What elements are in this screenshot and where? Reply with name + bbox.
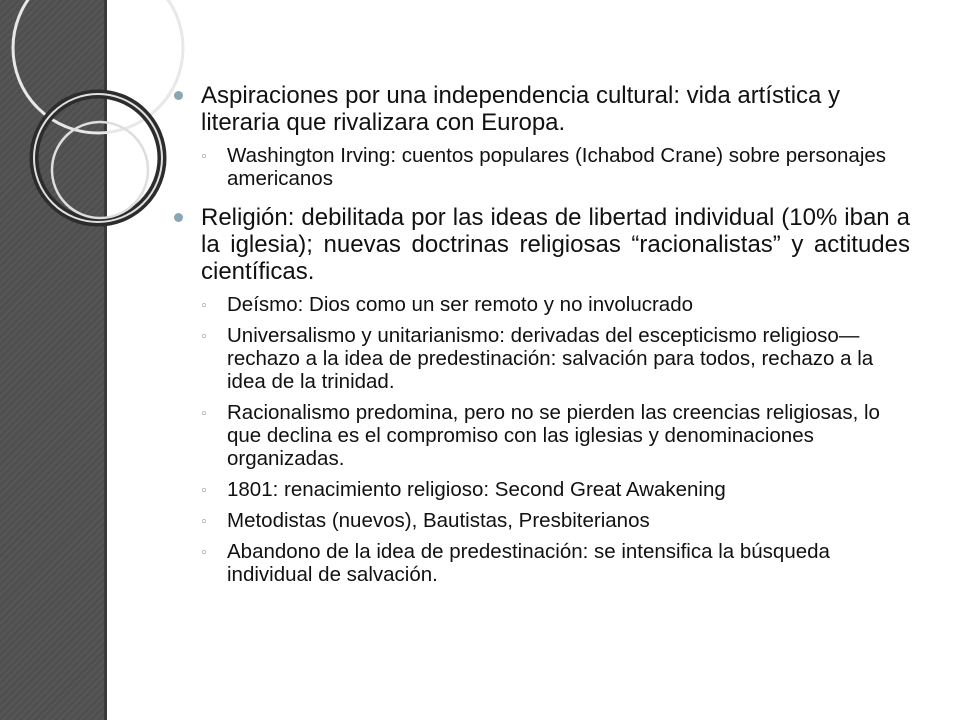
ring-bullet-icon: ◦	[200, 407, 208, 422]
ring-bullet-icon: ◦	[200, 484, 208, 499]
bullet-cultural-independence	[170, 82, 910, 136]
bullet-text: Aspiraciones por una independencia cultural: vida artística y literaria que rivalizara con Europa.	[201, 82, 841, 136]
small-circle-ring	[52, 122, 148, 218]
sub-bullet-universalismo	[170, 324, 910, 393]
bullet-religion	[170, 204, 910, 285]
sub-bullet-text: Racionalismo predomina, pero no se pierden las creencias religiosas, lo que declina es el compromiso con las iglesias y denominaciones organizadas.	[227, 401, 880, 470]
sub-bullet-1801-awakening	[170, 478, 910, 501]
ring-bullet-icon: ◦	[200, 546, 208, 561]
sub-bullet-denominations	[170, 509, 910, 532]
ring-bullet-icon: ◦	[200, 299, 208, 314]
large-circle-ring	[13, 0, 183, 133]
bullet-text: Religión: debilitada por las ideas de libertad individual (10% iban a la iglesia); nuevas doctrinas religiosas “racionalistas” y actitudes científicas.	[201, 204, 910, 285]
sub-bullet-text: Washington Irving: cuentos populares (Ichabod Crane) sobre personajes americanos	[227, 144, 887, 190]
sub-bullet-text: Universalismo y unitarianismo: derivadas del escepticismo religioso—rechazo a la idea de predestinación: salvación para todos, rechazo a la idea de la trinidad.	[227, 324, 874, 393]
round-bullet-icon	[174, 91, 183, 100]
slide-content	[170, 82, 910, 594]
sub-bullet-predestination	[170, 540, 910, 586]
ring-bullet-icon: ◦	[200, 330, 208, 345]
sub-bullet-text: 1801: renacimiento religioso: Second Great Awakening	[227, 478, 726, 501]
sub-bullet-racionalismo	[170, 401, 910, 470]
sub-bullet-washington-irving	[170, 144, 910, 190]
sub-bullet-text: Abandono de la idea de predestinación: se intensifica la búsqueda individual de salvación.	[227, 540, 830, 586]
decorative-circles	[0, 0, 160, 260]
ring-bullet-icon: ◦	[200, 150, 208, 165]
sub-bullet-deismo	[170, 293, 910, 316]
sub-bullet-text: Metodistas (nuevos), Bautistas, Presbiterianos	[227, 509, 650, 532]
sub-bullet-text: Deísmo: Dios como un ser remoto y no involucrado	[227, 293, 694, 316]
round-bullet-icon	[174, 213, 183, 222]
ring-bullet-icon: ◦	[200, 515, 208, 530]
